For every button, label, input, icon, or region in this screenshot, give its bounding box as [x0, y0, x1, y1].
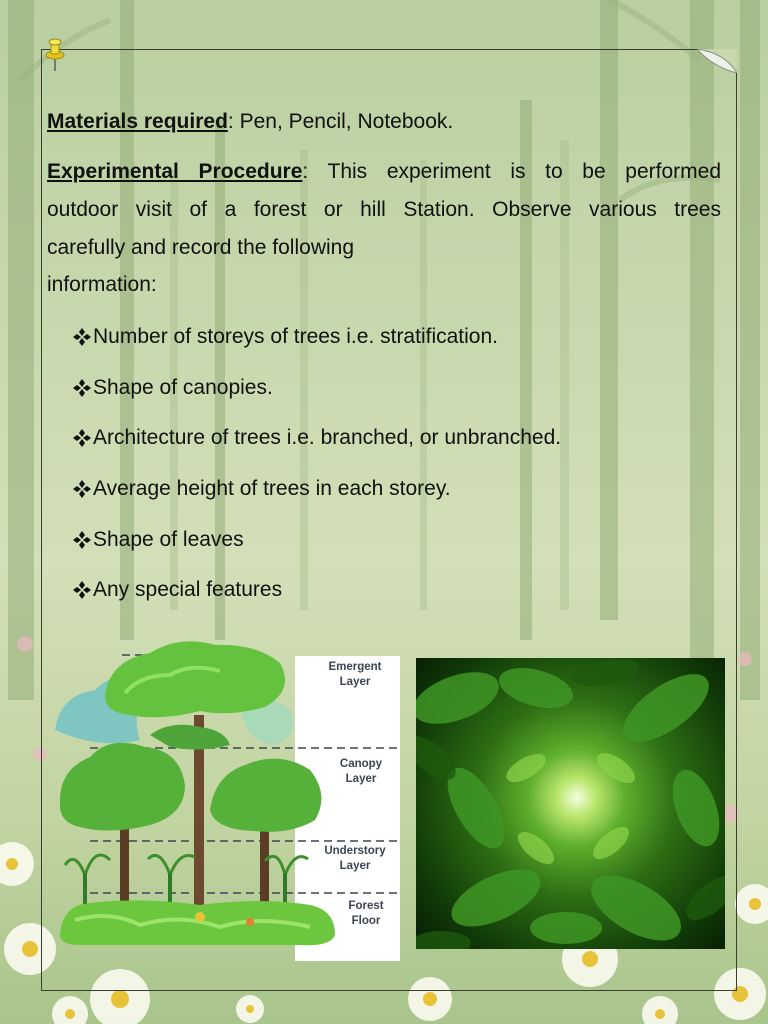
list-item	[72, 413, 561, 464]
forest-floor-label: Forest Floor	[348, 900, 384, 927]
procedure-line-3: carefully and record the following	[47, 236, 355, 259]
materials-text: : Pen, Pencil, Notebook.	[227, 110, 454, 133]
list-item-text: Any special features	[93, 578, 283, 602]
diamond-bullet-icon	[72, 530, 92, 550]
pushpin-icon	[44, 38, 66, 72]
procedure-line-1	[47, 153, 721, 191]
canopy-leaves-image	[416, 658, 725, 949]
list-item	[72, 514, 561, 565]
diamond-bullet-icon	[72, 428, 92, 448]
diamond-bullet-icon	[72, 378, 92, 398]
materials-heading: Materials required	[47, 110, 228, 133]
diamond-bullet-icon	[72, 327, 92, 347]
diamond-bullet-icon	[72, 580, 92, 600]
page-curl-icon	[697, 49, 737, 73]
list-item-text: Shape of canopies.	[93, 375, 273, 399]
canopy-photo	[416, 658, 725, 949]
list-item	[72, 363, 561, 414]
procedure-heading: Experimental Procedure	[47, 160, 303, 183]
procedure-line-2: outdoor visit of a forest or hill Station. Observe various trees	[47, 198, 721, 221]
procedure-line-4: information:	[47, 273, 157, 296]
materials-paragraph	[47, 103, 721, 141]
list-item	[72, 312, 561, 363]
list-item	[72, 464, 561, 515]
procedure-text-1: : This experiment is to be performed	[302, 160, 722, 183]
diamond-bullet-icon	[72, 479, 92, 499]
canopy-layer-label: Canopy Layer	[339, 758, 383, 785]
list-item-text: Shape of leaves	[93, 527, 244, 551]
observation-list	[72, 312, 561, 616]
list-item	[72, 565, 561, 616]
list-item-text: Average height of trees in each storey.	[93, 477, 451, 501]
emergent-layer-label: Emergent Layer	[328, 661, 382, 688]
list-item-text: Number of storeys of trees i.e. stratification.	[93, 325, 498, 349]
understory-layer-label: Understory Layer	[324, 845, 386, 872]
list-item-text: Architecture of trees i.e. branched, or unbranched.	[93, 426, 562, 450]
forest-layers-diagram	[50, 635, 400, 961]
